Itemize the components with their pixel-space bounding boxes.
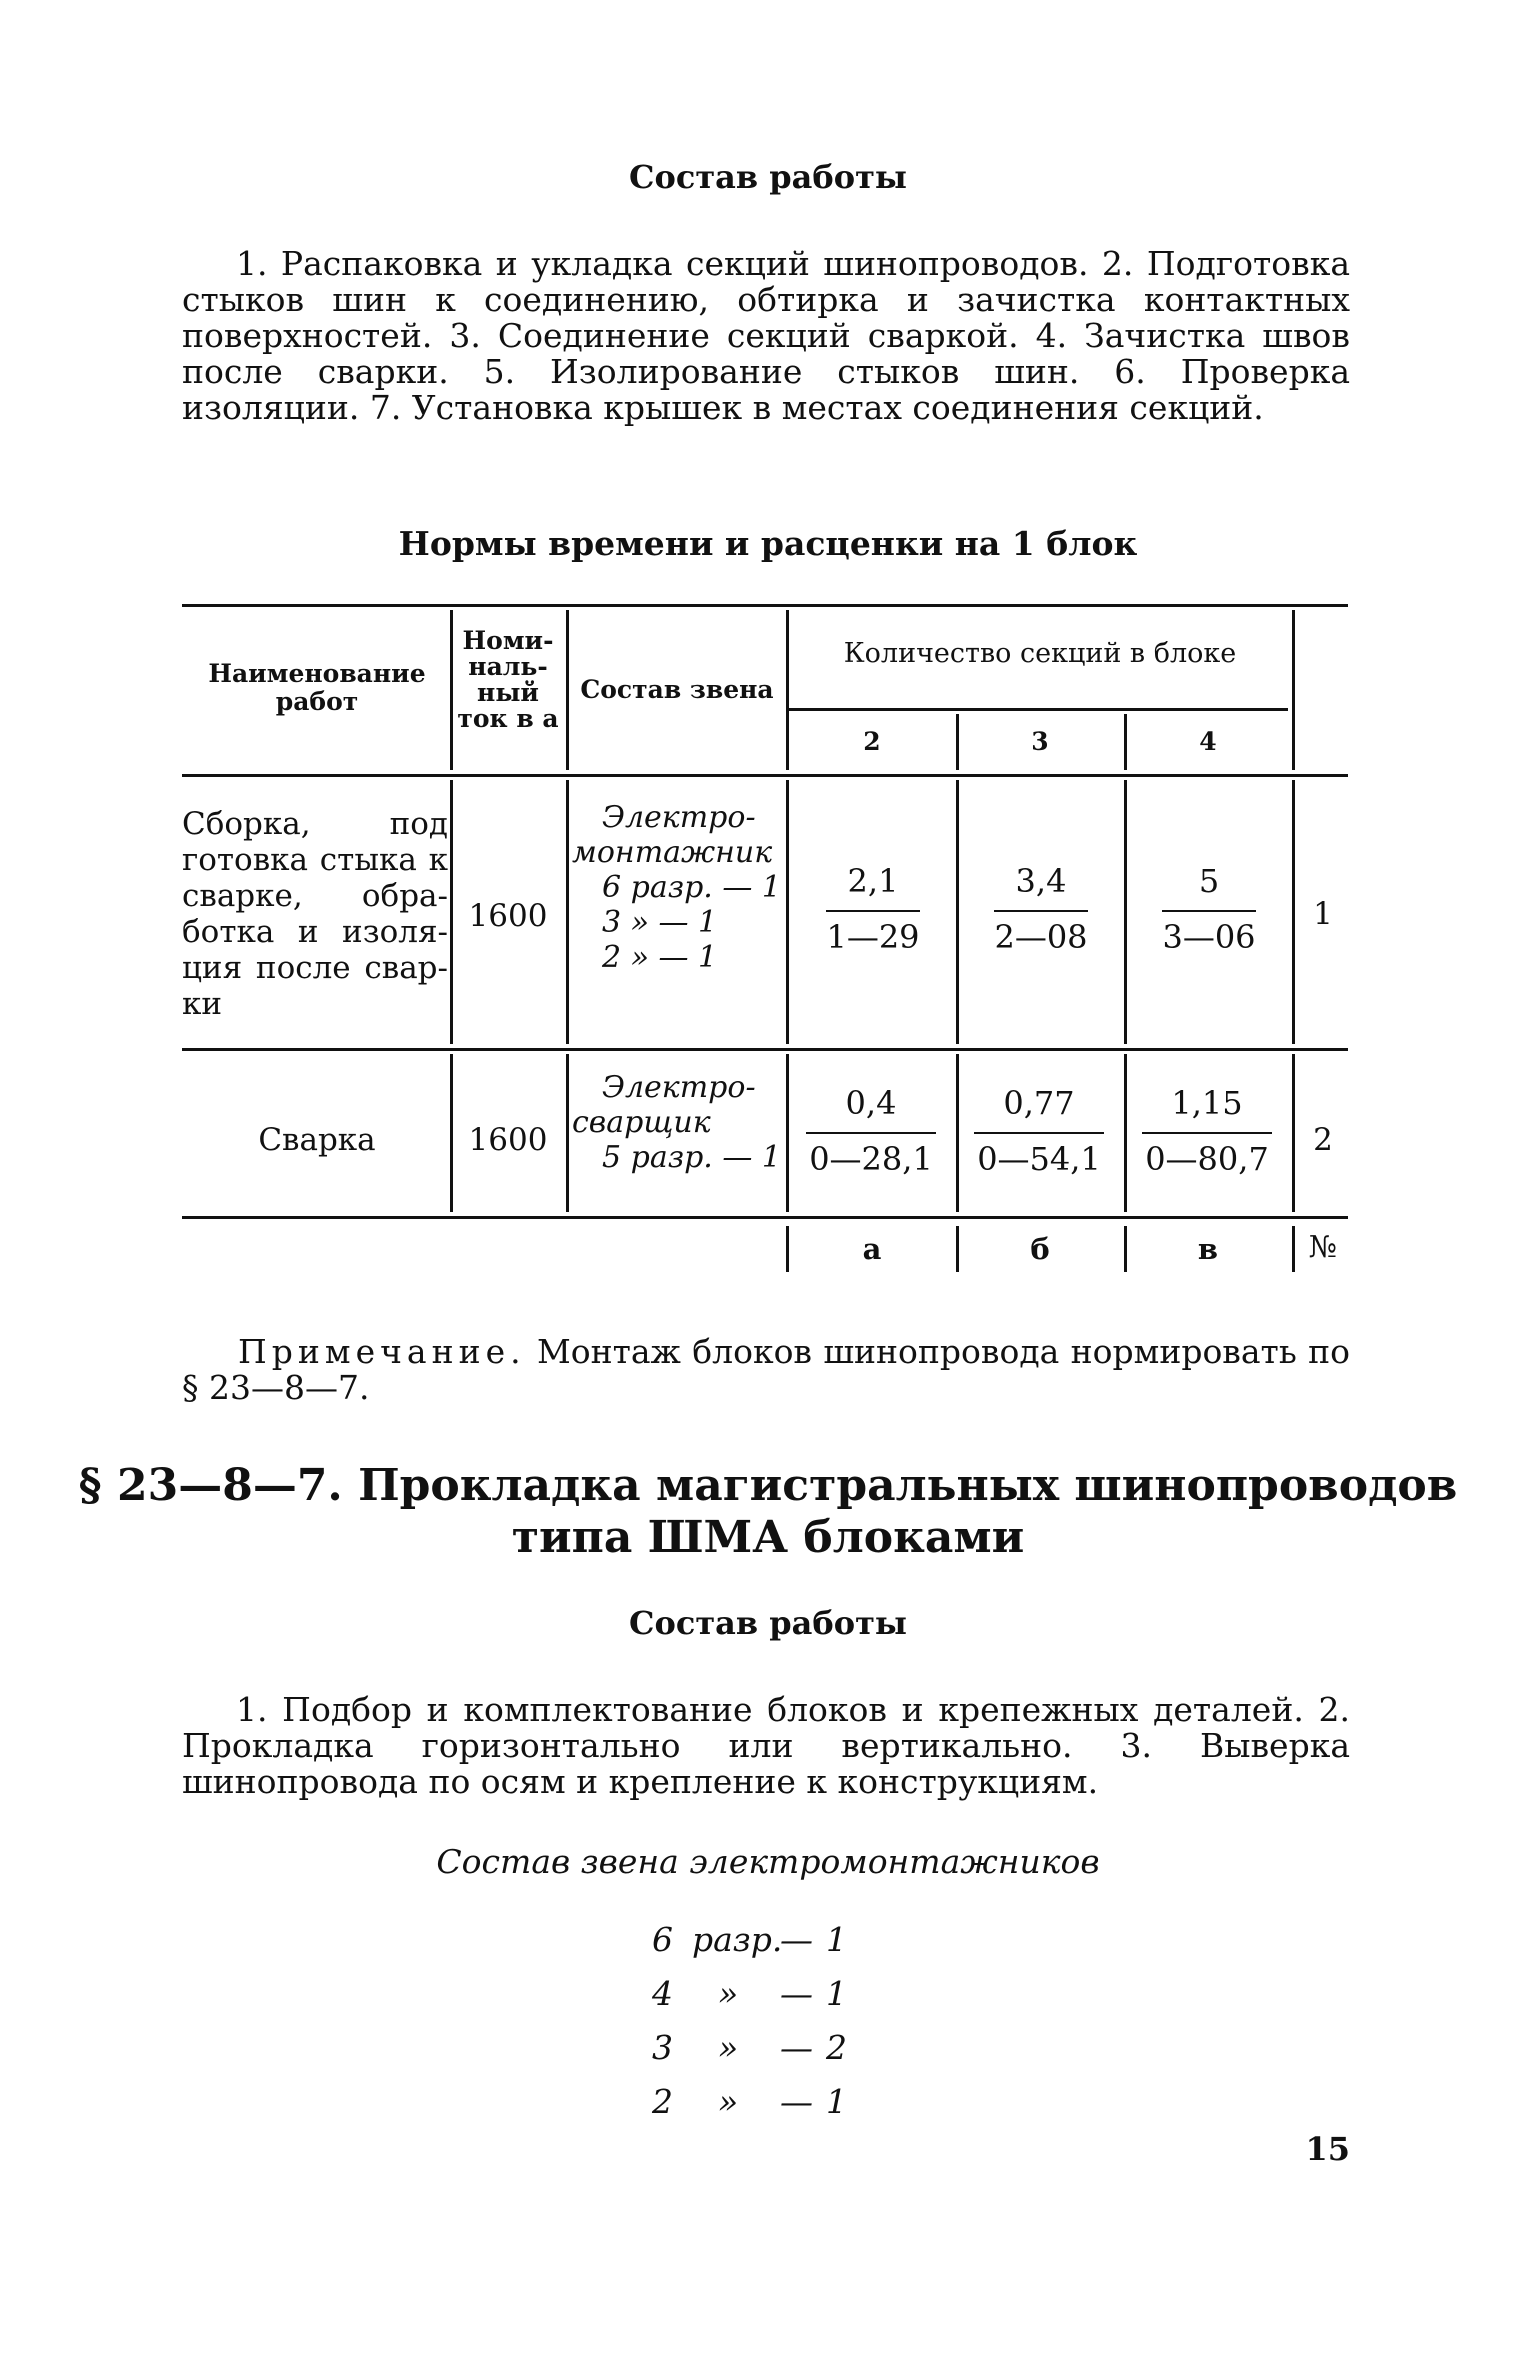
table-row-2-cell-3: $\frac{0,77}{0—54,1}$ xyxy=(974,1084,1104,1178)
note-label: Примечание. xyxy=(238,1332,526,1371)
footer-col-b: б xyxy=(1030,1232,1050,1266)
crew-row-1: 6 разр. — 1 xyxy=(652,1920,847,1959)
table-title: Нормы времени и расценки на 1 блок xyxy=(398,524,1138,563)
crew-row-4: 2 » — 1 xyxy=(652,2082,847,2121)
crew-row-2: 4 » — 1 xyxy=(652,1974,847,2013)
table-row-1-cell-4: $\frac{5}{3—06}$ xyxy=(1162,862,1256,956)
table-row-2-current: 1600 xyxy=(468,1122,548,1158)
footer-col-v: в xyxy=(1197,1232,1219,1266)
header-col-3: 3 xyxy=(1031,727,1049,756)
header-sections: Количество секций в блоке xyxy=(843,638,1237,669)
table-row-1-cell-2: $\frac{2,1}{1—29}$ xyxy=(826,862,920,956)
table-row-2-number: 2 xyxy=(1313,1122,1333,1158)
section-2-description-text: 1. Подбор и комплектование блоков и крепежных деталей. 2. Прокладка горизонтально или вертикально. 3. Выверка шинопровода по осям и крепление к конструкциям. xyxy=(182,1690,1350,1801)
table-row-1-crew: Электро- монтажник 6 разр. — 1 3 » — 1 2 » — 1 xyxy=(572,800,781,975)
header-col-4: 4 xyxy=(1199,727,1217,756)
table-row-1-work: Сборка, под готовка стыка к сварке, обра- ботка и изоля- ция после свар- ки xyxy=(182,806,448,1022)
table-row-1-current: 1600 xyxy=(468,898,548,934)
table-row-2-crew: Электро- сварщик 5 разр. — 1 xyxy=(572,1070,781,1175)
note-text: Монтаж блоков шинопровода нормировать по § 23—8—7. xyxy=(182,1332,1350,1407)
header-crew: Состав звена xyxy=(580,675,774,704)
section-2-heading: Состав работы xyxy=(629,1604,907,1642)
work-description-text: 1. Распаковка и укладка секций шинопроводов. 2. Подготовка стыков шин к соединению, обтирка и зачистка контактных поверхностей. 3. Соединение секций сваркой. 4. Зачистка швов после сварки. 5. Изолирование стыков шин. 6. Проверка изоляции. 7. Установка крышек в местах соединения секций. xyxy=(182,244,1350,427)
table-row-1-cell-3: $\frac{3,4}{2—08}$ xyxy=(994,862,1088,956)
section-title: § 23—8—7. Прокладка магистральных шинопроводов типа ШМА блоками xyxy=(78,1460,1458,1563)
section-heading: Состав работы xyxy=(629,158,907,196)
crew-title: Состав звена электромонтажников xyxy=(436,1842,1100,1881)
footer-col-number: № xyxy=(1308,1230,1338,1265)
table-row-2-cell-2: $\frac{0,4}{0—28,1}$ xyxy=(806,1084,936,1178)
page-number: 15 xyxy=(1305,2130,1350,2168)
footer-col-a: а xyxy=(862,1232,882,1266)
table-note xyxy=(182,1334,1350,1406)
work-description xyxy=(182,246,1350,426)
table-row-1-number: 1 xyxy=(1313,896,1333,932)
header-current: Номи- наль- ный ток в а xyxy=(457,626,559,733)
table-row-2-cell-4: $\frac{1,15}{0—80,7}$ xyxy=(1142,1084,1272,1178)
crew-row-3: 3 » — 2 xyxy=(652,2028,847,2067)
section-2-description xyxy=(182,1692,1350,1800)
table-row-2-work: Сварка xyxy=(258,1122,376,1158)
header-work-name: Наименование работ xyxy=(208,659,426,716)
header-col-2: 2 xyxy=(863,727,881,756)
